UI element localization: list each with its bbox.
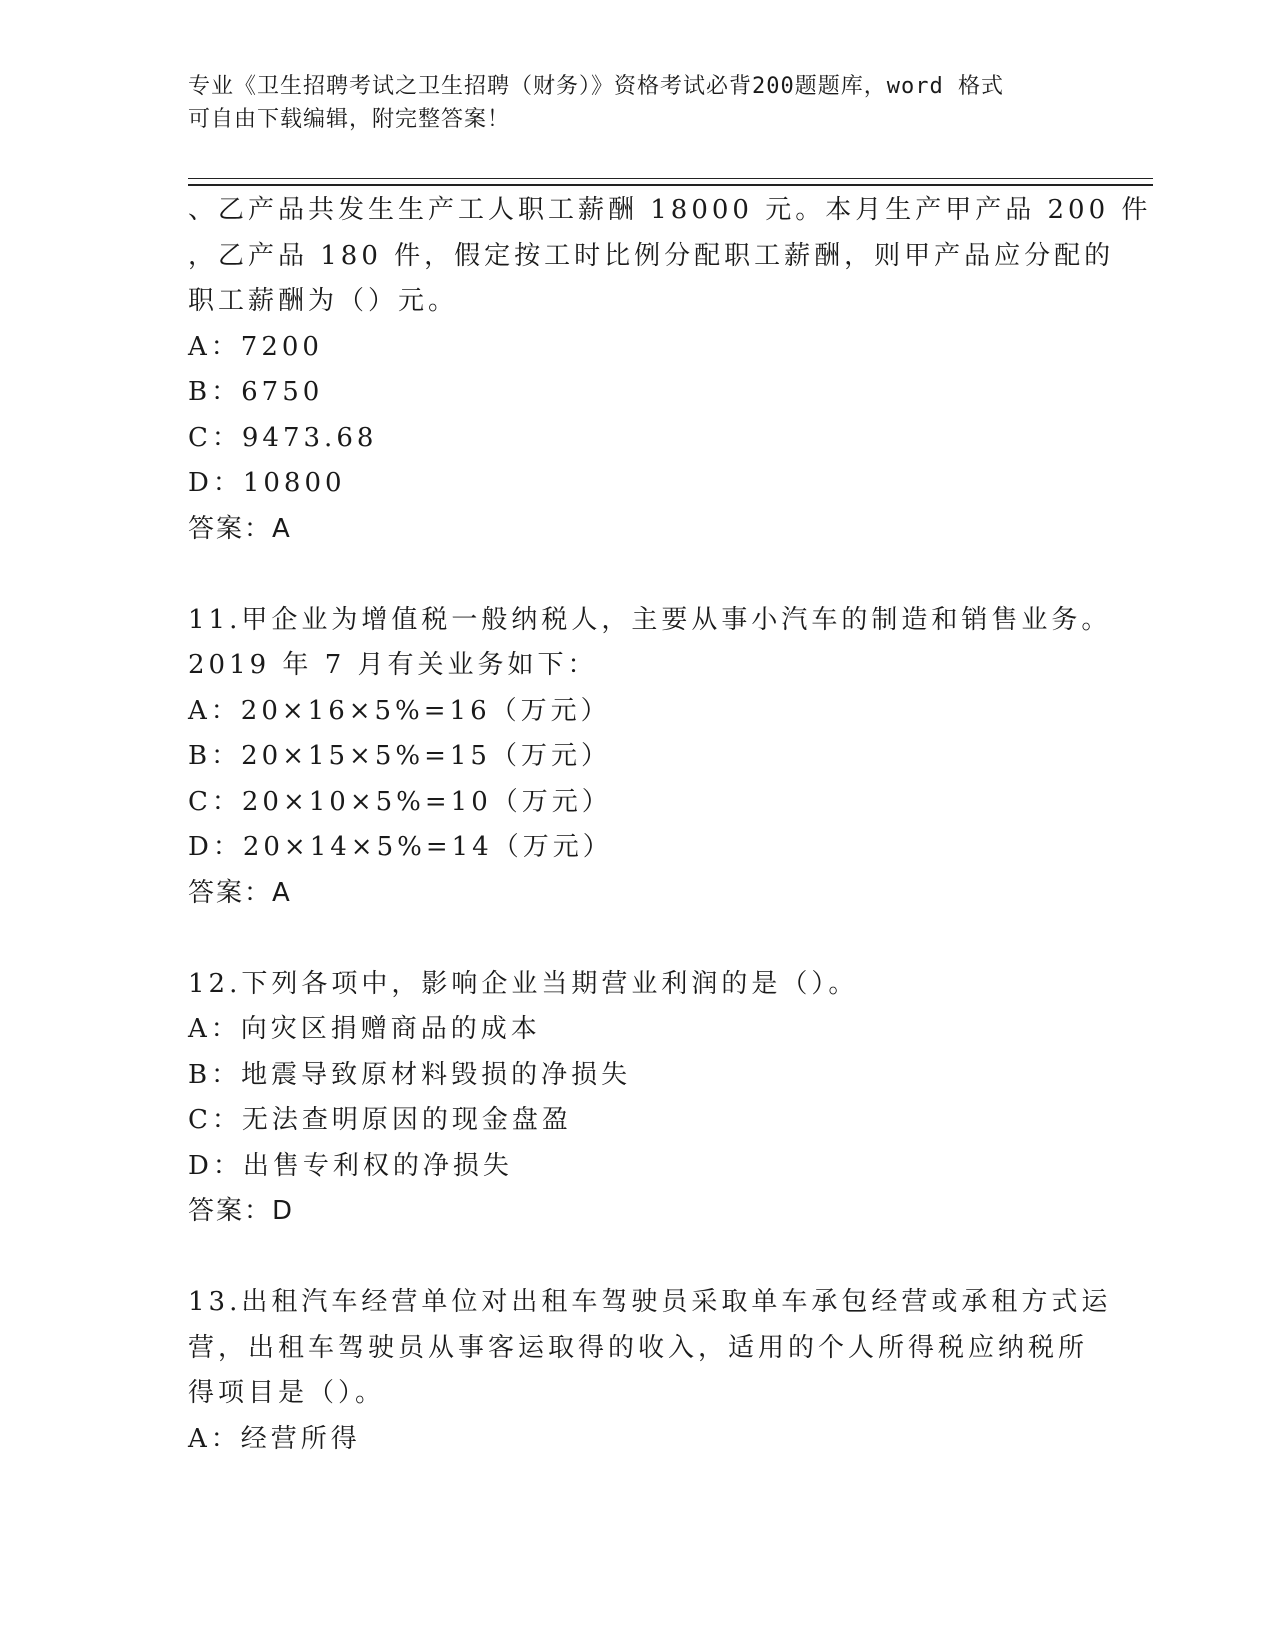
question-11 (188, 598, 1112, 917)
option-a: A：向灾区捐赠商品的成本 (188, 1014, 541, 1044)
option-d: D：20×14×5%=14（万元） (188, 832, 613, 862)
question-stem-line: 13.出租汽车经营单位对出租车驾驶员采取单车承包经营或承租方式运 (188, 1287, 1112, 1317)
question-stem-line: ，乙产品 180 件，假定按工时比例分配职工薪酬，则甲产品应分配的 (188, 240, 1115, 271)
option-a: A：7200 (188, 331, 323, 362)
question-stem-line: 职工薪酬为（）元。 (188, 286, 459, 316)
spacer (188, 552, 1078, 598)
question-13 (188, 1280, 1112, 1462)
option-b: B：6750 (188, 377, 324, 407)
document-body (188, 188, 1152, 1462)
option-c: C：无法查明原因的现金盘盈 (188, 1105, 572, 1135)
question-stem-line: 11.甲企业为增值税一般纳税人，主要从事小汽车的制造和销售业务。 (188, 604, 1112, 635)
question-stem-line: 营，出租车驾驶员从事客运取得的收入，适用的个人所得税应纳税所 (188, 1332, 1089, 1363)
question-stem-line: 12.下列各项中，影响企业当期营业利润的是（）。 (188, 968, 859, 999)
header-title-line-1: 专业《卫生招聘考试之卫生招聘（财务）》资格考试必背200题题库，word 格式 (188, 74, 1004, 99)
document-header (188, 70, 1068, 136)
spacer (188, 916, 1078, 962)
header-divider (188, 178, 1153, 186)
question-12 (188, 962, 1078, 1235)
question-stem-line: 2019 年 7 月有关业务如下： (188, 650, 598, 680)
question-10 (188, 188, 1152, 552)
option-d: D：出售专利权的净损失 (188, 1150, 513, 1181)
answer-line: 答案：D (188, 1196, 295, 1226)
option-b: B：20×15×5%=15（万元） (188, 741, 611, 771)
question-stem-line: 得项目是（）。 (188, 1378, 386, 1408)
header-title-line-2: 可自由下载编辑，附完整答案！ (188, 107, 511, 132)
option-c: C：9473.68 (188, 422, 378, 453)
option-a: A：经营所得 (188, 1423, 361, 1454)
spacer (188, 1235, 1078, 1281)
option-a: A：20×16×5%=16（万元） (188, 695, 611, 726)
option-b: B：地震导致原材料毁损的净损失 (188, 1059, 632, 1090)
question-stem-line: 、乙产品共发生生产工人职工薪酬 18000 元。本月生产甲产品 200 件 (188, 195, 1152, 225)
option-c: C：20×10×5%=10（万元） (188, 786, 612, 817)
answer-line: 答案：A (188, 877, 292, 908)
option-d: D：10800 (188, 468, 346, 498)
answer-line: 答案：A (188, 513, 292, 544)
